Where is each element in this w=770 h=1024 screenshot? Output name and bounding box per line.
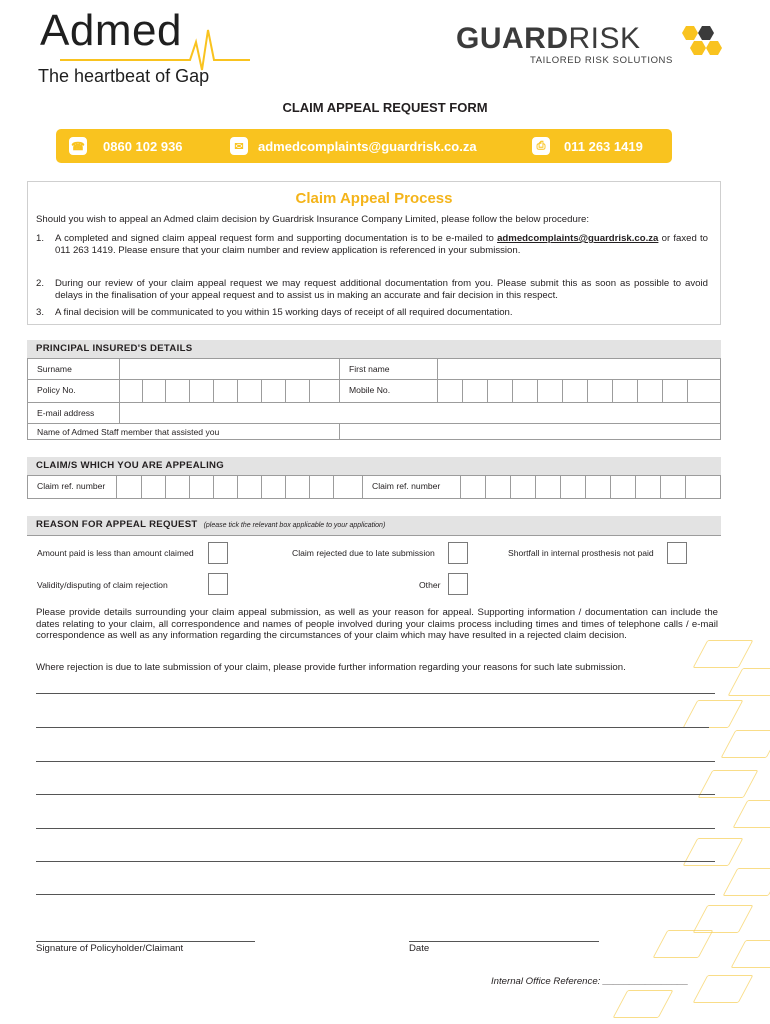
email-address-label: E-mail address xyxy=(27,402,120,424)
internal-office-reference: Internal Office Reference: ________________ xyxy=(491,976,689,987)
staff-member-label: Name of Admed Staff member that assisted you xyxy=(27,423,340,440)
option-amount-checkbox[interactable] xyxy=(208,542,228,564)
insured-section-heading: PRINCIPAL INSURED'S DETAILS xyxy=(27,340,721,358)
contact-phone: ☎ 0860 102 936 xyxy=(69,129,183,163)
option-validity-label: Validity/disputing of claim rejection xyxy=(37,580,168,590)
guardrisk-tagline: TAILORED RISK SOLUTIONS xyxy=(530,55,673,66)
option-late-label: Claim rejected due to late submission xyxy=(292,548,435,558)
fax-icon: ⎙ xyxy=(532,137,550,155)
late-submission-paragraph: Where rejection is due to late submission of your claim, please provide further information regarding your reasons for such late submission. xyxy=(36,662,626,673)
phone-icon: ☎ xyxy=(69,137,87,155)
contact-email[interactable]: ✉ admedcomplaints@guardrisk.co.za xyxy=(230,129,477,163)
process-step-3: 3. A final decision will be communicated to you within 15 working days of receipt of all required documentation. xyxy=(36,307,513,318)
option-validity-checkbox[interactable] xyxy=(208,573,228,595)
option-shortfall-label: Shortfall in internal prosthesis not paid xyxy=(508,548,654,558)
option-late-checkbox[interactable] xyxy=(448,542,468,564)
process-step-1: 1. A completed and signed claim appeal request form and supporting documentation is to be e-mailed to admedcomplaints@guardrisk.co.za or faxed to 011 263 1419. Please ensure that your claim number and review application is referenced in your submission. xyxy=(36,233,708,256)
date-label: Date xyxy=(409,943,430,954)
admed-tagline: The heartbeat of Gap xyxy=(38,66,210,86)
signature-label: Signature of Policyholder/Claimant xyxy=(36,943,184,954)
admed-logo: Admed xyxy=(40,6,182,55)
first-name-field[interactable] xyxy=(437,358,721,380)
process-title: Claim Appeal Process xyxy=(295,190,453,207)
process-email-link[interactable]: admedcomplaints@guardrisk.co.za xyxy=(497,233,659,244)
surname-label: Surname xyxy=(27,358,120,380)
contact-fax: ⎙ 011 263 1419 xyxy=(532,129,643,163)
guardrisk-hexagon-icon xyxy=(678,24,724,58)
process-step-2: 2. During our review of your claim appeal request we may request additional documentation from you. Please submit this as soon as possible to avoid delays in the finalisation of your appeal request and to assist us in making an accurate and fair decision in this respect. xyxy=(36,278,708,301)
email-icon: ✉ xyxy=(230,137,248,155)
email-address-field[interactable] xyxy=(119,402,721,424)
claim-ref-label-left: Claim ref. number xyxy=(27,475,117,499)
claims-section-heading: CLAIM/S WHICH YOU ARE APPEALING xyxy=(27,457,721,475)
option-shortfall-checkbox[interactable] xyxy=(667,542,687,564)
reason-divider xyxy=(27,535,721,536)
signature-line[interactable] xyxy=(36,941,255,942)
reason-section-heading: REASON FOR APPEAL REQUEST (please tick the relevant box applicable to your application) xyxy=(27,516,721,535)
reason-note: (please tick the relevant box applicable to your application) xyxy=(203,522,386,529)
policy-no-label: Policy No. xyxy=(27,379,120,403)
option-other-label: Other xyxy=(419,580,441,590)
option-amount-label: Amount paid is less than amount claimed xyxy=(37,548,194,558)
heartbeat-icon xyxy=(60,12,250,72)
mobile-no-label: Mobile No. xyxy=(339,379,438,403)
claim-appeal-process-box xyxy=(27,181,721,325)
guardrisk-logo: GUARDRISK xyxy=(456,22,641,55)
first-name-label: First name xyxy=(339,358,438,380)
staff-member-field[interactable] xyxy=(339,423,721,440)
details-paragraph: Please provide details surrounding your claim appeal submission, as well as your reason for appeal. Supporting information / documentation can include the dates relating to your claim, all correspondence and names of people involved during your claims process including times and times of telephone calls / e-mail correspondence as well as any information regarding the circumstances of your claim which may have resulted in a rejected claim decision. xyxy=(36,607,718,641)
surname-field[interactable] xyxy=(119,358,340,380)
claim-ref-label-right: Claim ref. number xyxy=(362,475,461,499)
option-other-checkbox[interactable] xyxy=(448,573,468,595)
contact-bar xyxy=(56,129,672,163)
date-line[interactable] xyxy=(409,941,599,942)
process-intro: Should you wish to appeal an Admed claim decision by Guardrisk Insurance Company Limited, please follow the below procedure: xyxy=(36,214,590,225)
form-title: CLAIM APPEAL REQUEST FORM xyxy=(282,100,488,115)
